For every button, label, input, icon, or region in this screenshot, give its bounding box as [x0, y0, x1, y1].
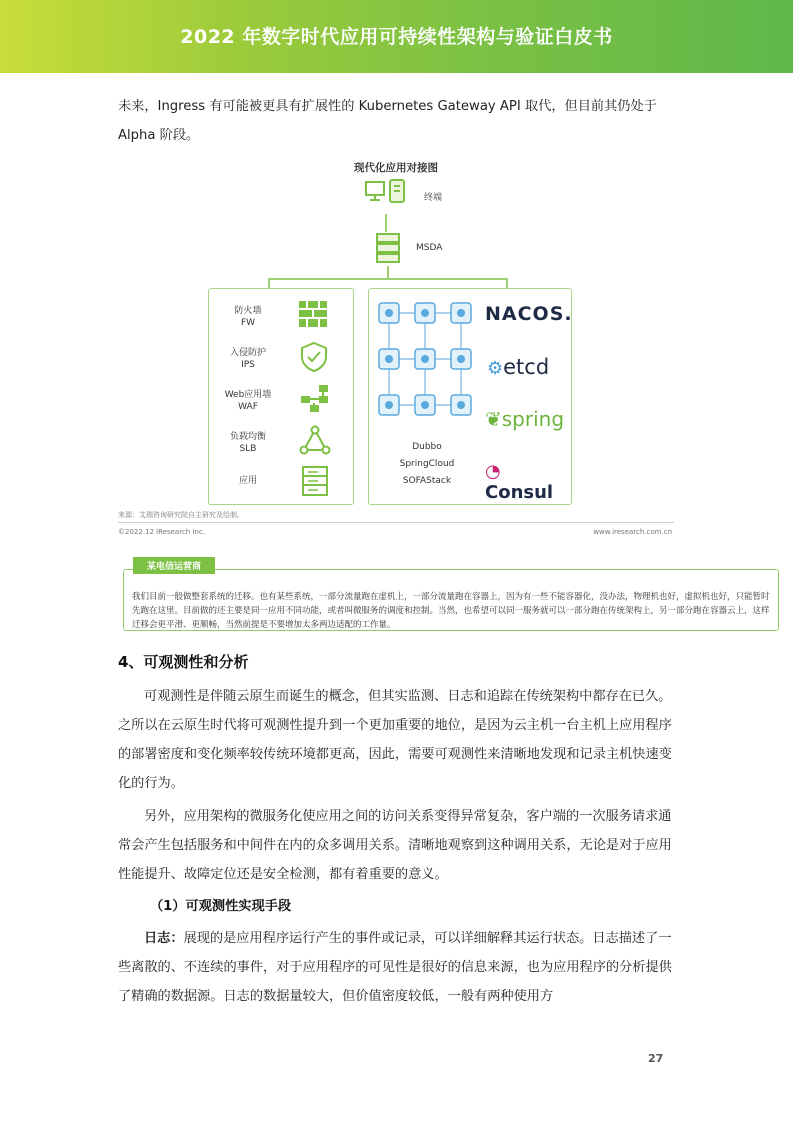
connector-line [268, 278, 508, 280]
firewall-icon [297, 299, 331, 329]
server-stack-icon [301, 465, 329, 497]
intro-paragraph: 未来，Ingress 有可能被更具有扩展性的 Kubernetes Gateway API 取代，但目前其仍处于 Alpha 阶段。 [118, 99, 657, 143]
etcd-text: etcd [503, 355, 550, 379]
figure-copyright: ©2022.12 iResearch Inc. [118, 528, 206, 536]
figure-title: 现代化应用对接图 [354, 162, 438, 174]
architecture-figure [118, 152, 674, 547]
sub-heading: （1）可观测性实现手段 [150, 899, 292, 914]
terminal-icon [364, 178, 414, 210]
connector-line [268, 278, 270, 288]
page-header [0, 0, 793, 73]
spring-logo [485, 407, 564, 431]
shield-icon [299, 341, 329, 373]
network-icon [299, 383, 331, 413]
etcd-logo [487, 355, 549, 379]
log-text: 展现的是应用程序运行产生的事件或记录，可以详细解释其运行状态。日志描述了一些离散的、不连续的事件，对于应用程序的可见性是很好的信息来源，也为应用程序的分析提供了精确的数据源。日志的数据量较大，但价值密度较低，一般有两种使用方 [118, 931, 672, 1004]
microservice-grid-icon [375, 299, 475, 429]
security-box [208, 288, 354, 505]
consul-icon: ◔ [485, 461, 501, 482]
msda-label: MSDA [416, 243, 443, 253]
connector-line [385, 214, 387, 232]
waf-label: Web应用墙 WAF [224, 390, 272, 412]
fw-label: 防火墙 FW [234, 306, 262, 328]
figure-site: www.iresearch.com.cn [593, 528, 672, 536]
triangle-nodes-icon [299, 425, 331, 455]
consul-logo [485, 461, 571, 503]
connector-line [506, 278, 508, 288]
section-paragraph-2: 另外，应用架构的微服务化使应用之间的访问关系变得异常复杂，客户端的一次服务请求通常会产生包括服务和中间件在内的众多调用关系。清晰地观察到这种调用关系，无论是对于应用性能提升、故障定位还是安全检测，都有着重要的意义。 [118, 809, 672, 882]
log-label: 日志： [144, 931, 184, 946]
case-text: 我们目前一般做整套系统的迁移。也有某些系统，一部分流量跑在虚机上，一部分流量跑在容器上，因为有一些不能容器化，没办法，物理机也好，虚拟机也好，只能暂时先跑在这里。目前做的还主要是同一应用不同功能，或者叫微服务的调度和控制。当然，也希望可以同一服务就可以一部分跑在传统架构上，另一部分跑在容器云上，这样迁移会更平滑、更顺畅，当然前提是不要增加太多两边适配的工作量。 [132, 592, 770, 630]
page-number: 27 [648, 1052, 664, 1065]
app-label: 应用 [238, 476, 257, 486]
frameworks-label: Dubbo SpringCloud SOFAStack [399, 442, 455, 486]
figure-source: 来源：艾瑞咨询研究院自主研究及绘制。 [118, 511, 244, 519]
case-quote-box [123, 557, 779, 632]
header-title: 2022 年数字时代应用可持续性架构与验证白皮书 [180, 26, 613, 48]
nacos-logo: NACOS. [485, 303, 573, 325]
services-box [368, 288, 572, 505]
consul-text: Consul [485, 482, 554, 503]
section-heading: 4、可观测性和分析 [118, 653, 249, 671]
divider [118, 522, 674, 523]
slb-label: 负载均衡 SLB [229, 432, 266, 454]
case-border [123, 569, 779, 631]
case-tag: 某电信运营商 [133, 557, 215, 574]
spring-leaf-icon: ❦ [485, 407, 502, 431]
ips-label: 入侵防护 IPS [229, 348, 266, 370]
section-paragraph-1: 可观测性是伴随云原生而诞生的概念，但其实监测、日志和追踪在传统架构中都存在已久。之所以在云原生时代将可观测性提升到一个更加重要的地位，是因为云主机一台主机上应用程序的部署密度和变化频率较传统环境都更高，因此，需要可观测性来清晰地发现和记录主机快速变化的行为。 [118, 689, 672, 791]
terminal-label: 终端 [424, 193, 443, 203]
spring-text: spring [501, 407, 565, 431]
server-icon [373, 232, 403, 264]
section-paragraph-3 [118, 924, 674, 1011]
etcd-icon: ⚙ [487, 358, 504, 379]
